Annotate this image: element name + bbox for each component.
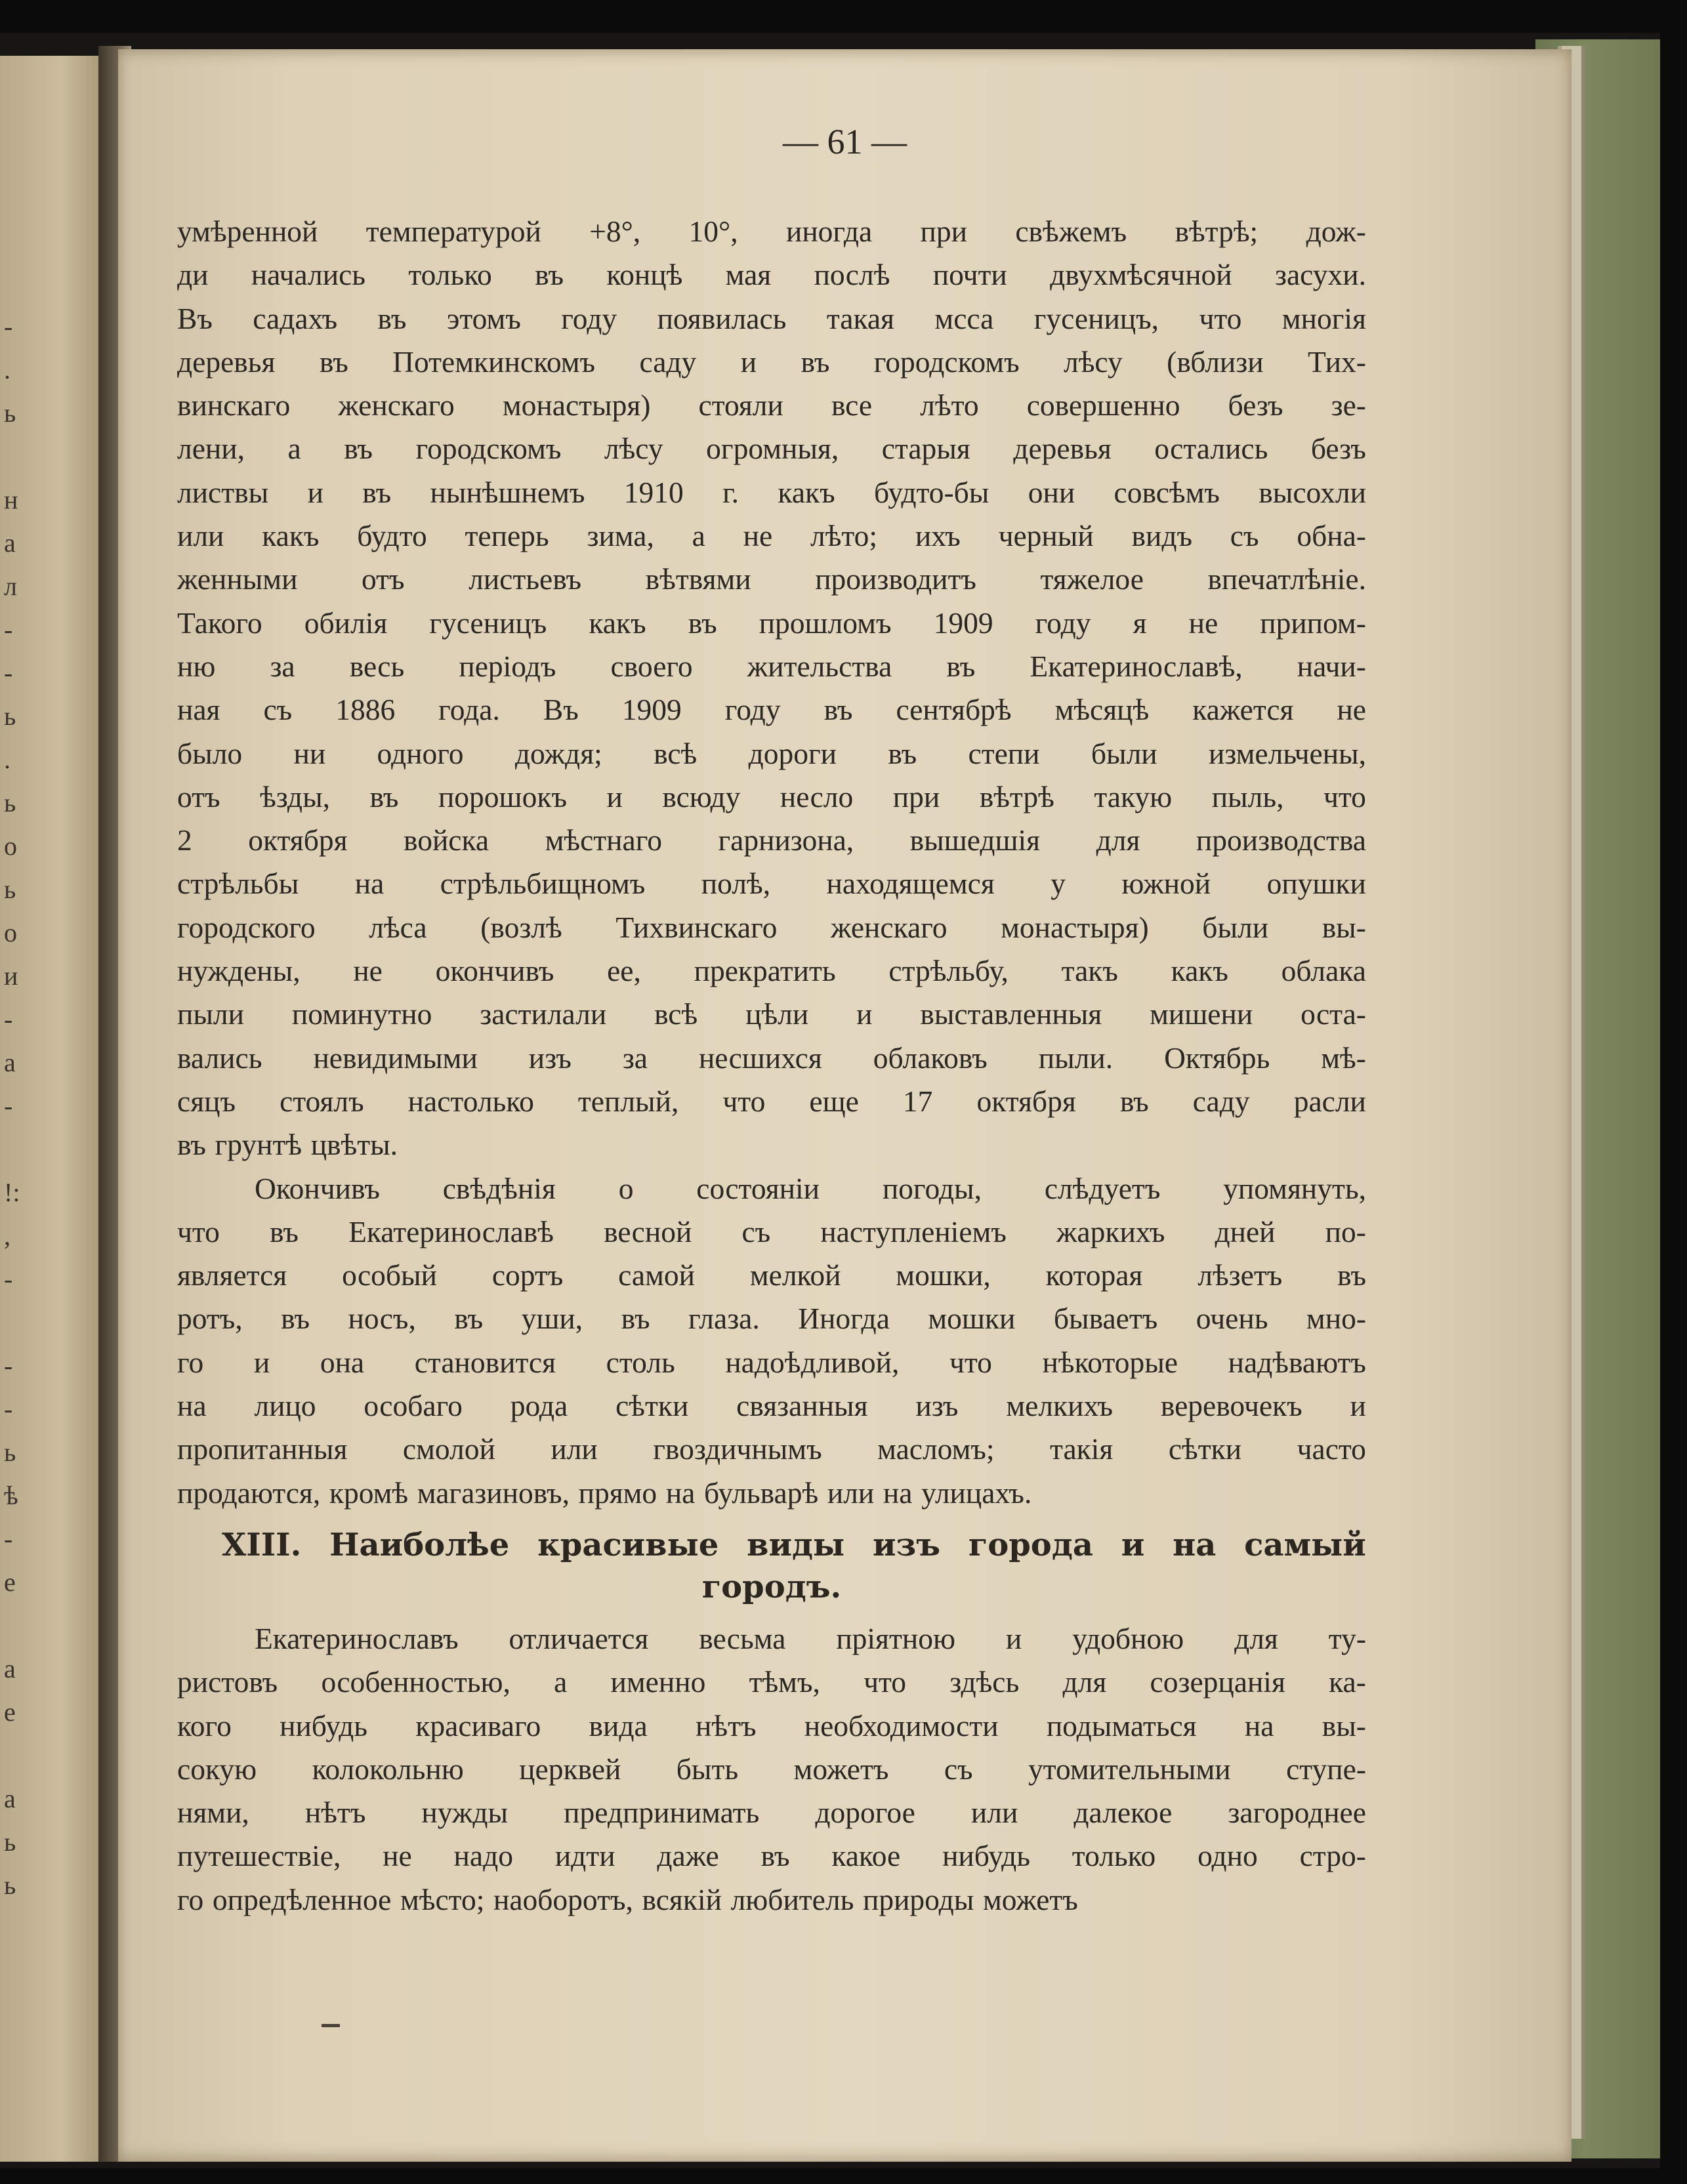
text-line: винскаго женскаго монастыря) стояли все лѣто совершенно безъ зе-: [177, 388, 1366, 422]
paragraph-weather: [177, 210, 1366, 1167]
text-line: ротъ, въ носъ, въ уши, въ глаза. Иногда мошки бываетъ очень мно-: [177, 1302, 1366, 1336]
text-line: женными отъ листьевъ вѣтвями производитъ тяжелое впечатлѣніе.: [177, 562, 1366, 596]
text-line: на лицо особаго рода сѣтки связанныя изъ мелкихъ веревочекъ и: [177, 1389, 1366, 1423]
facing-page: [0, 56, 112, 2162]
text-line: путешествіе, не надо идти даже въ какое нибудь только одно стро-: [177, 1839, 1366, 1873]
text-line: ди начались только въ концѣ мая послѣ почти двухмѣсячной засухи.: [177, 258, 1366, 292]
text-line: деревья въ Потемкинскомъ саду и въ городскомъ лѣсу (вблизи Тих-: [177, 344, 1366, 379]
text-line: лени, а въ городскомъ лѣсу огромныя, старыя деревья остались безъ: [177, 432, 1366, 466]
text-line: нями, нѣтъ нужды предпринимать дорогое или далекое загороднее: [177, 1796, 1366, 1830]
text-line: Такого обилія гусеницъ какъ въ прошломъ 1909 году я не припом-: [177, 606, 1366, 640]
text-line: ная съ 1886 года. Въ 1909 году въ сентябрѣ мѣсяцѣ кажется не: [177, 693, 1366, 727]
paragraph-views: [177, 1617, 1366, 1922]
text-line: является особый сортъ самой мелкой мошки, которая лѣзетъ въ: [177, 1258, 1366, 1292]
text-line: нуждены, не окончивъ ее, прекратить стрѣльбу, такъ какъ облака: [177, 954, 1366, 988]
section-heading: [177, 1524, 1366, 1608]
text-line: Екатеринославъ отличается весьма пріятною и удобною для ту-: [255, 1621, 1366, 1655]
text-line: сокую колокольню церквей быть можетъ съ утомительными ступе-: [177, 1752, 1366, 1786]
text-line: умѣренной температурой +8°, 10°, иногда при свѣжемъ вѣтрѣ; дож-: [177, 215, 1366, 248]
text-line: кого нибудь красиваго вида нѣтъ необходимости подыматься на вы-: [177, 1708, 1366, 1742]
text-line: пыли поминутно застилали всѣ цѣли и выставленныя мишени оста-: [177, 997, 1366, 1031]
text-line: или какъ будто теперь зима, а не лѣто; ихъ черный видъ съ обна-: [177, 519, 1366, 553]
text-line: стрѣльбы на стрѣльбищномъ полѣ, находящемся у южной опушки: [177, 867, 1366, 901]
text-line: что въ Екатеринославѣ весной съ наступленіемъ жаркихъ дней по-: [177, 1214, 1366, 1248]
text-line: Окончивъ свѣдѣнія о состояніи погоды, слѣдуетъ упомянуть,: [255, 1171, 1366, 1205]
text-line: продаются, кромѣ магазиновъ, прямо на бульварѣ или на улицахъ.: [177, 1475, 1032, 1510]
paragraph-midges: [177, 1167, 1366, 1515]
section-heading-line-1: XIII. Наиболѣе красивые виды изъ города и на самый: [222, 1526, 1366, 1563]
text-line: ристовъ особенностью, а именно тѣмъ, что здѣсь для созерцанія ка-: [177, 1665, 1366, 1699]
page-body: [177, 210, 1366, 1922]
text-line: 2 октября войска мѣстнаго гарнизона, вышедшія для производства: [177, 823, 1366, 857]
facing-page-text: - . ь н а л - - ь . ь о ь о и - а - !: , - - - ь ѣ - е а е а ь ь: [4, 312, 20, 1900]
text-line: было ни одного дождя; всѣ дороги въ степи были измельчены,: [177, 736, 1366, 770]
text-line: городского лѣса (возлѣ Тихвинскаго женскаго монастыря) были вы-: [177, 910, 1366, 944]
text-line: го и она становится столь надоѣдливой, что нѣкоторые надѣваютъ: [177, 1345, 1366, 1379]
section-heading-line-2: городъ.: [701, 1568, 842, 1605]
ink-mark: [322, 2024, 340, 2027]
text-line: пропитанныя смолой или гвоздичнымъ масломъ; такія сѣтки часто: [177, 1432, 1366, 1466]
text-line: листвы и въ нынѣшнемъ 1910 г. какъ будто-бы они совсѣмъ высохли: [177, 475, 1366, 509]
text-line: го опредѣленное мѣсто; наоборотъ, всякій любитель природы можетъ: [177, 1882, 1078, 1916]
text-line: отъ ѣзды, въ порошокъ и всюду несло при вѣтрѣ такую пыль, что: [177, 779, 1366, 814]
text-line: вались невидимыми изъ за несшихся облаковъ пыли. Октябрь мѣ-: [177, 1040, 1366, 1075]
text-line: ню за весь періодъ своего жительства въ Екатеринославѣ, начи-: [177, 649, 1366, 683]
page-number: — 61 —: [783, 122, 907, 161]
text-line: въ грунтѣ цвѣты.: [177, 1128, 398, 1162]
text-line: сяцъ стоялъ настолько теплый, что еще 17 октября въ саду расли: [177, 1084, 1366, 1118]
text-line: Въ садахъ въ этомъ году появилась такая мсса гусеницъ, что многія: [177, 301, 1366, 335]
